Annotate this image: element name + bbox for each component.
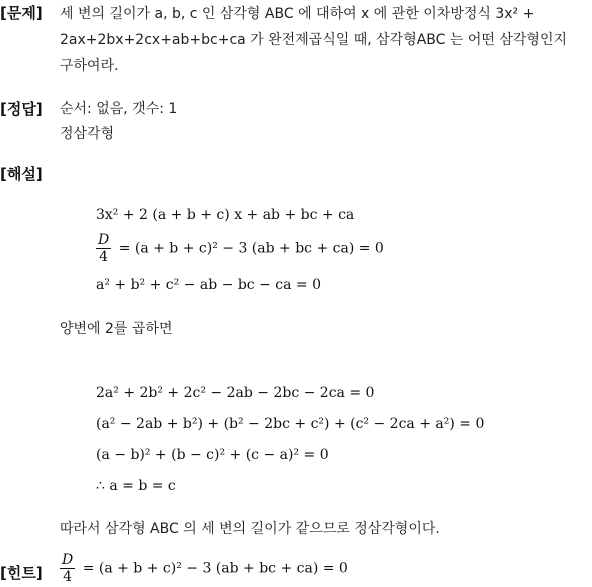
multiply-text: 양변에 2를 곱하면 xyxy=(60,321,173,337)
fraction-numerator: D xyxy=(98,232,110,248)
equation-6: (a − b)² + (b − c)² + (c − a)² = 0 xyxy=(96,447,329,463)
conclusion-text: 따라서 삼각형 ABC 의 세 변의 길이가 같으므로 정삼각형이다. xyxy=(60,521,440,537)
equation-5: (a² − 2ab + b²) + (b² − 2bc + c²) + (c² − 2ca + a²) = 0 xyxy=(96,416,485,432)
equation-3: a² + b² + c² − ab − bc − ca = 0 xyxy=(96,277,321,293)
answer-value: 정삼각형 xyxy=(60,126,115,142)
hint-label: [힌트] xyxy=(0,564,43,582)
explanation-label: [해설] xyxy=(0,165,43,183)
hint-fraction-numerator: D xyxy=(62,552,74,568)
problem-line-1: 세 변의 길이가 a, b, c 인 삼각형 ABC 에 대하여 x 에 관한 이차방정식 3x² + xyxy=(60,6,535,22)
problem-line-3: 구하여라. xyxy=(60,58,119,74)
hint-fraction-denominator: 4 xyxy=(63,569,73,585)
fraction xyxy=(96,232,111,265)
equation-2 xyxy=(96,232,384,265)
equation-4: 2a² + 2b² + 2c² − 2ab − 2bc − 2ca = 0 xyxy=(96,385,375,401)
answer-label: [정답] xyxy=(0,100,43,118)
hint-fraction xyxy=(60,552,75,585)
hint-equation-rest: = (a + b + c)² − 3 (ab + bc + ca) = 0 xyxy=(82,560,348,577)
answer-order-count: 순서: 없음, 갯수: 1 xyxy=(60,101,178,117)
equation-1: 3x² + 2 (a + b + c) x + ab + bc + ca xyxy=(96,207,355,223)
equation-7: ∴ a = b = c xyxy=(96,478,176,494)
problem-label: [문제] xyxy=(0,4,43,22)
problem-line-2: 2ax+2bx+2cx+ab+bc+ca 가 완전제곱식일 때, 삼각형ABC 는 어떤 삼각형인지 xyxy=(60,32,567,48)
fraction-denominator: 4 xyxy=(99,249,109,265)
hint-equation xyxy=(60,552,348,585)
equation-2-rest: = (a + b + c)² − 3 (ab + bc + ca) = 0 xyxy=(118,240,384,257)
